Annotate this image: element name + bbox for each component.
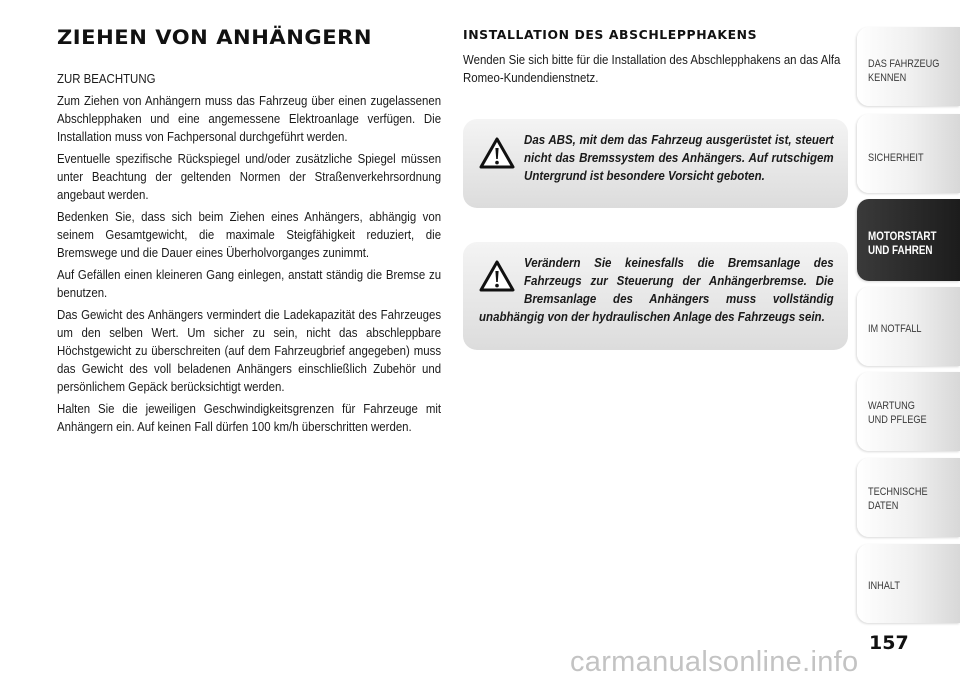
paragraph-6: Halten Sie die jeweiligen Geschwindigkeitsgrenzen für Fahrzeuge mit Anhängern ein. Auf keinen Fall dürfen 100 km/h überschritten werden. [57,401,442,434]
note-label: ZUR BEACHTUNG [57,71,156,86]
warning-text-brakes: Verändern Sie keinesfalls die Bremsanlage des Fahrzeugs zur Steuerung der Anhängerbremse. Die Bremsanlage des Anhängers muss vollständig unabhängig von der hydraulischen Anlage des Fahrzeugs sein. [479,255,834,324]
tab-technische-daten[interactable] [857,458,960,537]
tab-das-fahrzeug-kennen[interactable] [857,27,960,106]
tab-motorstart-und-fahren[interactable] [857,199,960,281]
page-number: 157 [869,632,909,654]
warning-box-brakes [463,242,848,350]
tab-label: TECHNISCHE DATEN [868,486,928,512]
tab-label: WARTUNG UND PFLEGE [868,400,927,426]
paragraph-3: Bedenken Sie, dass sich beim Ziehen eines Anhängers, abhängig von seinem Gesamtgewicht, die maximale Steigfähigkeit reduziert, die Bremswege und die Dauer eines Überholvorganges zunimmt. [57,209,442,260]
tab-label: SICHERHEIT [868,152,924,164]
tab-label: MOTORSTART UND FAHREN [868,229,937,257]
paragraph-5: Das Gewicht des Anhängers vermindert die Ladekapazität des Fahrzeuges um den selben Wert. Um sicher zu sein, nicht das abschleppbare Höchstgewicht zu überschreiten (auf dem Fahrzeugbrief angegeben) muss das Gewicht des voll beladenen Anhängers einschließlich Zubehör und persönlichem Gepäck berücksichtigt werden. [57,307,442,394]
paragraph-1: Zum Ziehen von Anhängern muss das Fahrzeug über einen zugelassenen Abschlepphaken und eine angemessene Elektroanlage verfügen. Die Installation muss von Fachpersonal durchgeführt werden. [57,93,442,144]
tab-label: INHALT [868,580,900,592]
tab-im-notfall[interactable] [857,287,960,366]
section-title: ZIEHEN VON ANHÄNGERN [57,26,373,49]
warning-box-abs [463,119,848,208]
paragraph-2: Eventuelle spezifische Rückspiegel und/oder zusätzliche Spiegel müssen unter Beachtung der geltenden Normen der Straßenverkehrsordnung angebaut werden. [57,151,442,202]
watermark: carmanualsonline.info [570,646,859,677]
paragraph-4: Auf Gefällen einen kleineren Gang einlegen, anstatt ständig die Bremse zu benutzen. [57,267,442,300]
intro-paragraph: Wenden Sie sich bitte für die Installation des Abschlepphakens an das Alfa Romeo-Kundendienstnetz. [463,52,841,85]
tab-inhalt[interactable] [857,544,960,623]
tab-label: DAS FAHRZEUG KENNEN [868,58,940,84]
subsection-title: INSTALLATION DES ABSCHLEPPHAKENS [463,27,758,42]
left-column [57,26,442,440]
warning-text-abs: Das ABS, mit dem das Fahrzeug ausgerüstet ist, steuert nicht das Bremssystem des Anhängers. Auf rutschigem Untergrund ist besondere Vorsicht geboten. [524,132,834,183]
tab-sicherheit[interactable] [857,114,960,193]
right-column [463,27,848,87]
tab-wartung-und-pflege[interactable] [857,372,960,451]
tab-label: IM NOTFALL [868,323,922,335]
